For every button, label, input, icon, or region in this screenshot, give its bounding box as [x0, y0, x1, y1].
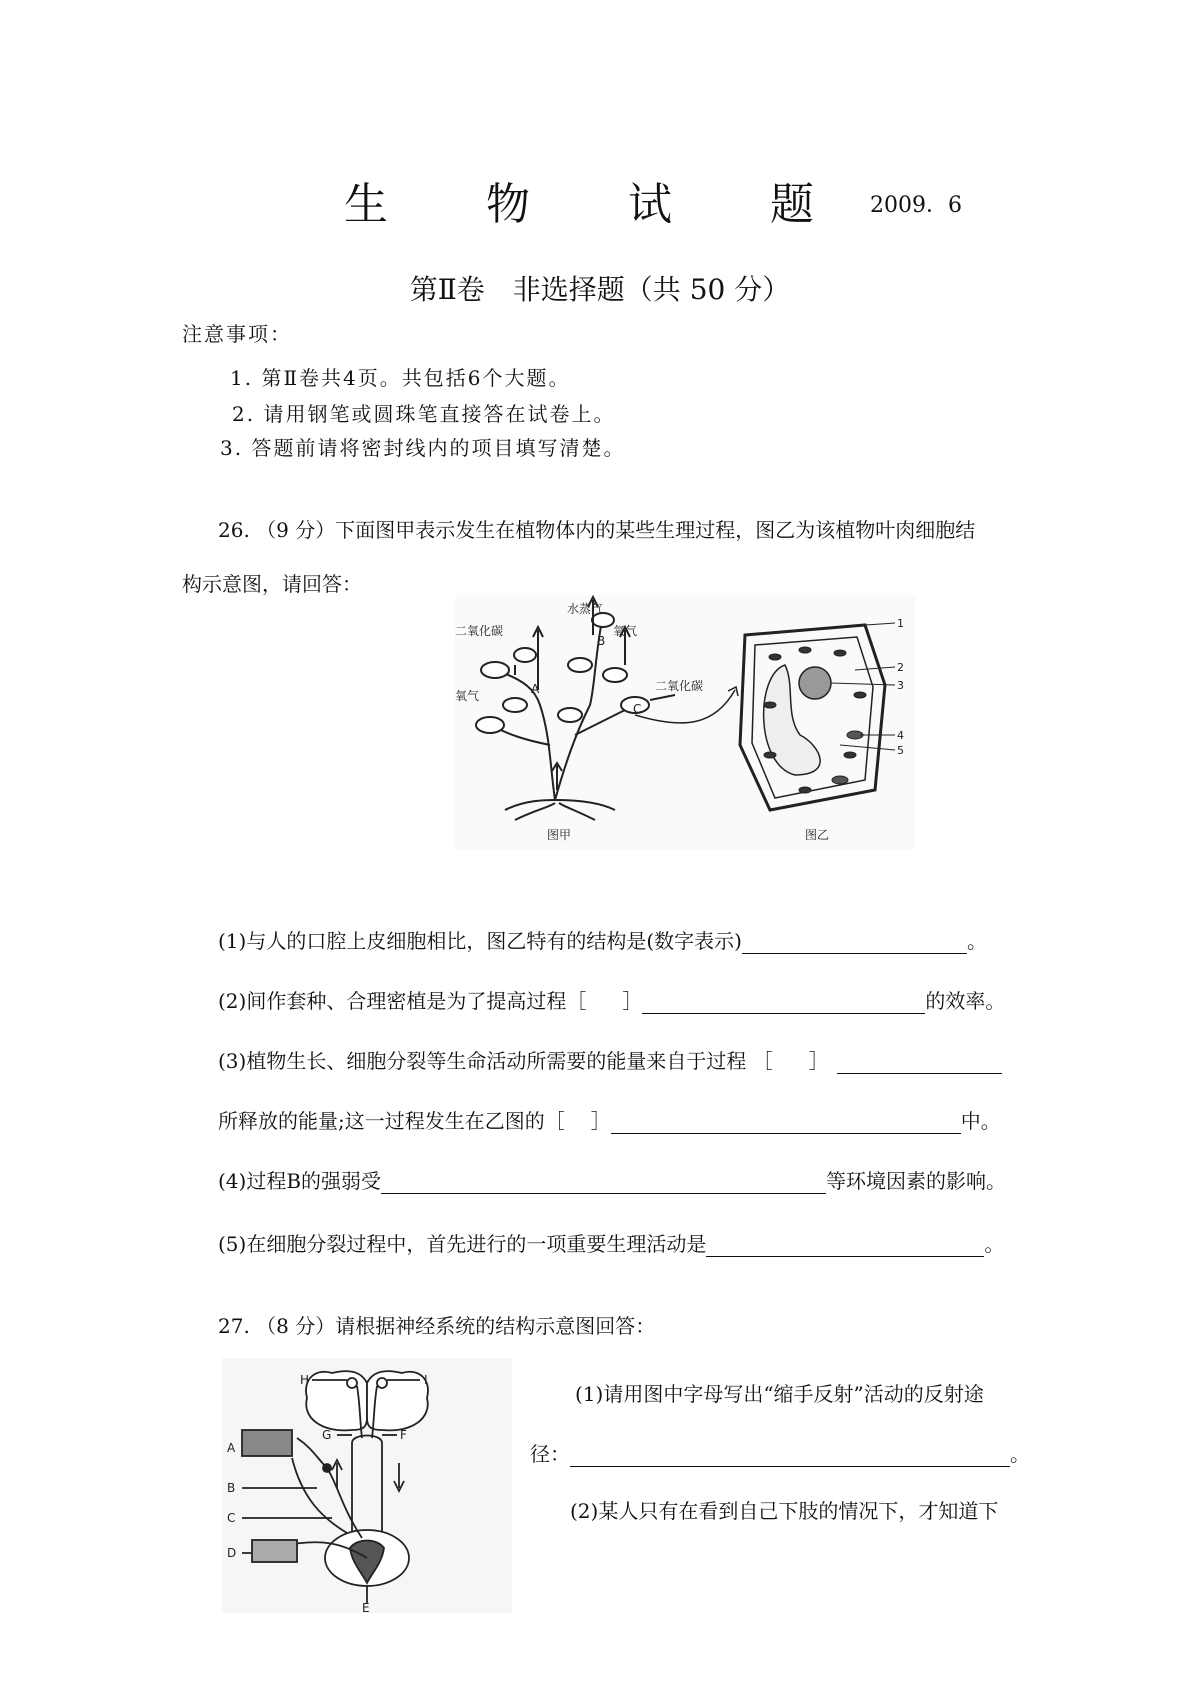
nerve-label-i: I — [424, 1373, 428, 1387]
notes-heading: 注意事项： — [182, 322, 292, 346]
q26-sub5 — [218, 1228, 1004, 1257]
note-item: 3. 答题前请将密封线内的项目填写清楚。 — [220, 436, 626, 460]
q26-sub4-text: (4)过程B的强弱受 — [218, 1169, 382, 1193]
nerve-label-b: B — [227, 1481, 236, 1495]
answer-blank[interactable] — [837, 1051, 1002, 1074]
cell-label-5: 5 — [897, 744, 904, 757]
label-o2-right: 氧气 — [613, 624, 638, 638]
q26-sub3-line2-bracket: ］ — [590, 1109, 611, 1133]
q26-sub2 — [218, 985, 1005, 1014]
nerve-label-g: G — [322, 1428, 332, 1442]
nerve-label-e: E — [362, 1601, 370, 1613]
answer-blank[interactable] — [706, 1234, 984, 1257]
q27-sub1-prefix: 径： — [530, 1442, 570, 1466]
note-item: 2. 请用钢笔或圆珠笔直接答在试卷上。 — [232, 402, 616, 426]
q26-sub3 — [218, 1045, 1002, 1074]
section-title: 第Ⅱ卷 非选择题（共 50 分） — [409, 273, 791, 306]
label-co2-right: 二氧化碳 — [655, 679, 704, 693]
q26-sub3-line2-text: 所释放的能量;这一过程发生在乙图的［ — [218, 1109, 565, 1133]
q26-sub2-end: 的效率。 — [925, 989, 1006, 1013]
q26-sub3-line2 — [218, 1105, 1001, 1134]
cell-label-4: 4 — [897, 729, 904, 742]
label-a: A — [531, 682, 540, 696]
q26-sub2-bracket: ］ — [622, 989, 643, 1013]
q26-sub5-text: (5)在细胞分裂过程中，首先进行的一项重要生理活动是 — [218, 1232, 707, 1256]
nerve-label-c: C — [227, 1511, 236, 1525]
q27-sub1-end: 。 — [1010, 1442, 1030, 1466]
label-c: C — [633, 702, 642, 716]
cell-label-3: 3 — [897, 679, 904, 692]
nerve-label-d: D — [227, 1546, 237, 1560]
answer-blank[interactable] — [642, 991, 925, 1014]
q26-sub1-end: 。 — [966, 929, 987, 953]
page-title: 生 物 试 题 — [344, 179, 856, 230]
q26-sub1-text: (1)与人的口腔上皮细胞相比，图乙特有的结构是(数字表示) — [218, 929, 742, 953]
plant-and-cell-figure — [455, 595, 915, 850]
bracket-blank[interactable] — [565, 1112, 591, 1134]
exam-date: 2009．6 — [870, 193, 962, 218]
q26-sub5-end: 。 — [984, 1232, 1005, 1256]
answer-blank[interactable] — [570, 1444, 1010, 1467]
nervous-system-figure — [222, 1358, 512, 1613]
q27-stem: 27. （8 分）请根据神经系统的结构示意图回答： — [218, 1314, 656, 1338]
cell-label-1: 1 — [897, 617, 904, 630]
q27-sub1-line2 — [530, 1438, 1030, 1467]
q27-sub2: (2)某人只有在看到自己下肢的情况下，才知道下 — [570, 1499, 999, 1523]
nerve-label-a: A — [227, 1441, 236, 1455]
q26-sub3-bracket: ］ — [808, 1049, 829, 1073]
label-b: B — [597, 634, 606, 648]
label-co2-left: 二氧化碳 — [455, 624, 504, 638]
q27-sub1-line1: (1)请用图中字母写出“缩手反射”活动的反射途 — [575, 1382, 984, 1406]
q26-stem-line1: 26. （9 分）下面图甲表示发生在植物体内的某些生理过程，图乙为该植物叶肉细胞结 — [218, 518, 976, 542]
nerve-label-h: H — [300, 1373, 310, 1387]
q26-stem-line2: 构示意图，请回答： — [182, 572, 362, 596]
q26-sub4 — [218, 1165, 1006, 1194]
note-item: 1. 第Ⅱ卷共4页。共包括6个大题。 — [230, 366, 571, 390]
answer-blank[interactable] — [381, 1171, 826, 1194]
q26-sub3-line2-end: 中。 — [960, 1109, 1001, 1133]
q26-sub3-text: (3)植物生长、细胞分裂等生命活动所需要的能量来自于过程 ［ — [218, 1049, 773, 1073]
q26-sub1 — [218, 925, 987, 954]
bracket-blank[interactable] — [773, 1052, 809, 1074]
cell-label-2: 2 — [897, 661, 904, 674]
label-fig-b: 图乙 — [805, 828, 830, 842]
label-fig-a: 图甲 — [547, 828, 572, 842]
nerve-label-f: F — [400, 1428, 407, 1442]
bracket-blank[interactable] — [586, 992, 622, 1014]
label-o2-left: 氧气 — [455, 689, 480, 703]
answer-blank[interactable] — [611, 1111, 961, 1134]
answer-blank[interactable] — [742, 931, 967, 954]
q26-sub2-text: (2)间作套种、合理密植是为了提高过程［ — [218, 989, 587, 1013]
q26-sub4-end: 等环境因素的影响。 — [826, 1169, 1007, 1193]
label-water-vapor: 水蒸气 — [567, 602, 604, 616]
